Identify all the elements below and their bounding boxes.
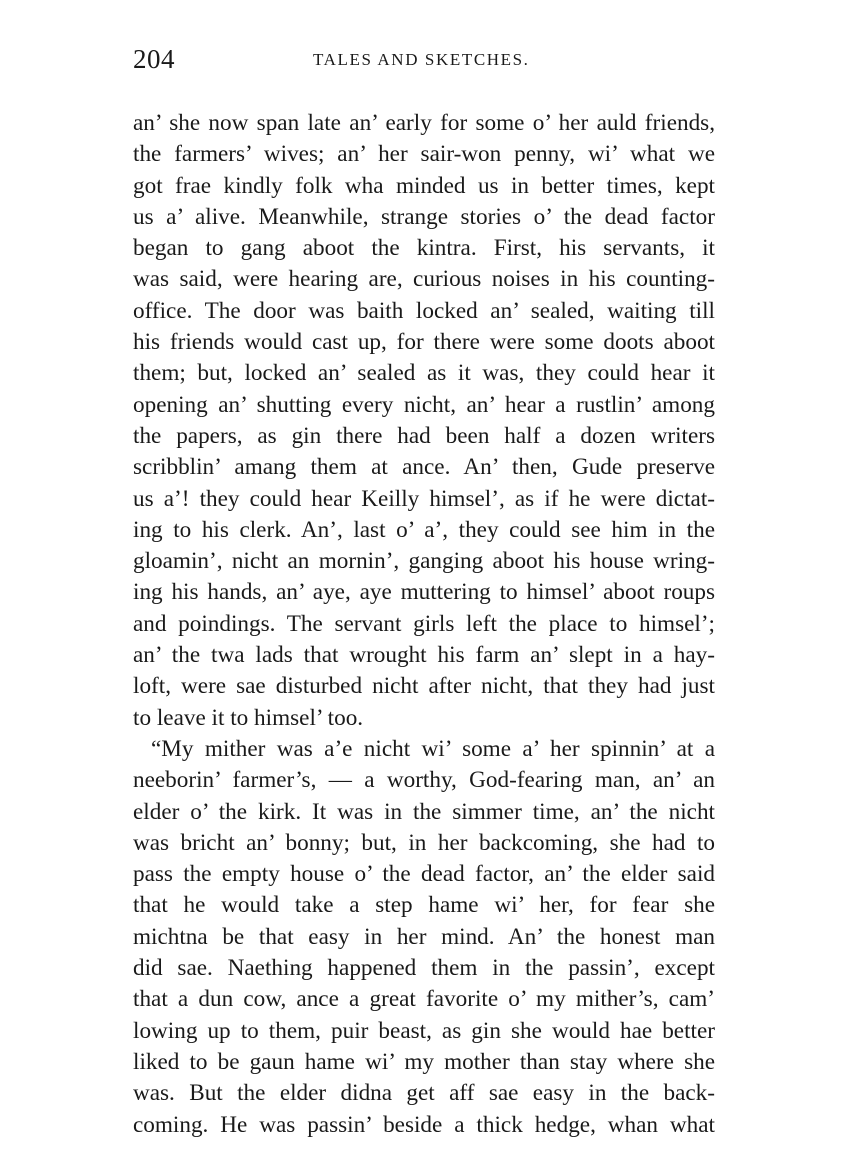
text-line: neeborin’ farmer’s, — a worthy, God-fearing man, an’ an (133, 767, 715, 794)
text-line: that he would take a step hame wi’ her, for fear she (133, 892, 715, 919)
text-line: gloamin’, nicht an mornin’, ganging aboot his house wring- (133, 548, 715, 575)
text-line: office. The door was baith locked an’ sealed, waiting till (133, 297, 715, 324)
text-line: the farmers’ wives; an’ her sair-won penny, wi’ what we (133, 141, 715, 168)
text-line: did sae. Naething happened them in the passin’, except (133, 955, 715, 982)
text-line: them; but, locked an’ sealed as it was, they could hear it (133, 360, 715, 387)
text-line: us a’ alive. Meanwhile, strange stories o’ the dead factor (133, 203, 715, 230)
text-line: ing his hands, an’ aye, aye muttering to himsel’ aboot roups (133, 579, 715, 606)
book-page (133, 44, 715, 1141)
text-line: liked to be gaun hame wi’ my mother than stay where she (133, 1048, 715, 1075)
paragraph (133, 734, 715, 1141)
text-line: an’ the twa lads that wrought his farm an’ slept in a hay- (133, 642, 715, 669)
text-line: us a’! they could hear Keilly himsel’, as if he were dictat- (133, 485, 715, 512)
text-line: was bricht an’ bonny; but, in her backcoming, she had to (133, 829, 715, 856)
text-line: loft, were sae disturbed nicht after nicht, that they had just (133, 673, 715, 700)
text-line: opening an’ shutting every nicht, an’ hear a rustlin’ among (133, 391, 715, 418)
text-line: began to gang aboot the kintra. First, his servants, it (133, 235, 715, 262)
text-line: that a dun cow, ance a great favorite o’ my mither’s, cam’ (133, 986, 715, 1013)
body-text (133, 108, 715, 1141)
paragraph (133, 108, 715, 734)
text-line: pass the empty house o’ the dead factor, an’ the elder said (133, 861, 715, 888)
page-number: 204 (133, 44, 175, 74)
text-line: was said, were hearing are, curious noises in his counting- (133, 266, 715, 293)
text-line: an’ she now span late an’ early for some o’ her auld friends, (133, 110, 715, 136)
text-line: the papers, as gin there had been half a dozen writers (133, 422, 715, 449)
text-line: got frae kindly folk wha minded us in better times, kept (133, 172, 715, 199)
running-head (133, 44, 715, 80)
running-title: TALES AND SKETCHES. (313, 50, 530, 69)
text-line: elder o’ the kirk. It was in the simmer time, an’ the nicht (133, 798, 715, 825)
text-line: lowing up to them, puir beast, as gin she would hae better (133, 1017, 715, 1044)
text-line: “My mither was a’e nicht wi’ some a’ her spinnin’ at a (151, 735, 715, 762)
text-line: and poindings. The servant girls left the place to himsel’; (133, 610, 715, 637)
text-line: his friends would cast up, for there were some doots aboot (133, 329, 715, 356)
text-line: michtna be that easy in her mind. An’ the honest man (133, 923, 715, 950)
text-line: was. But the elder didna get aff sae easy in the back- (133, 1080, 715, 1107)
text-line: to leave it to himsel’ too. (133, 704, 364, 731)
text-line: scribblin’ amang them at ance. An’ then, Gude preserve (133, 454, 715, 481)
text-line: coming. He was passin’ beside a thick hedge, whan what (133, 1111, 715, 1138)
text-line: ing to his clerk. An’, last o’ a’, they could see him in the (133, 516, 715, 543)
